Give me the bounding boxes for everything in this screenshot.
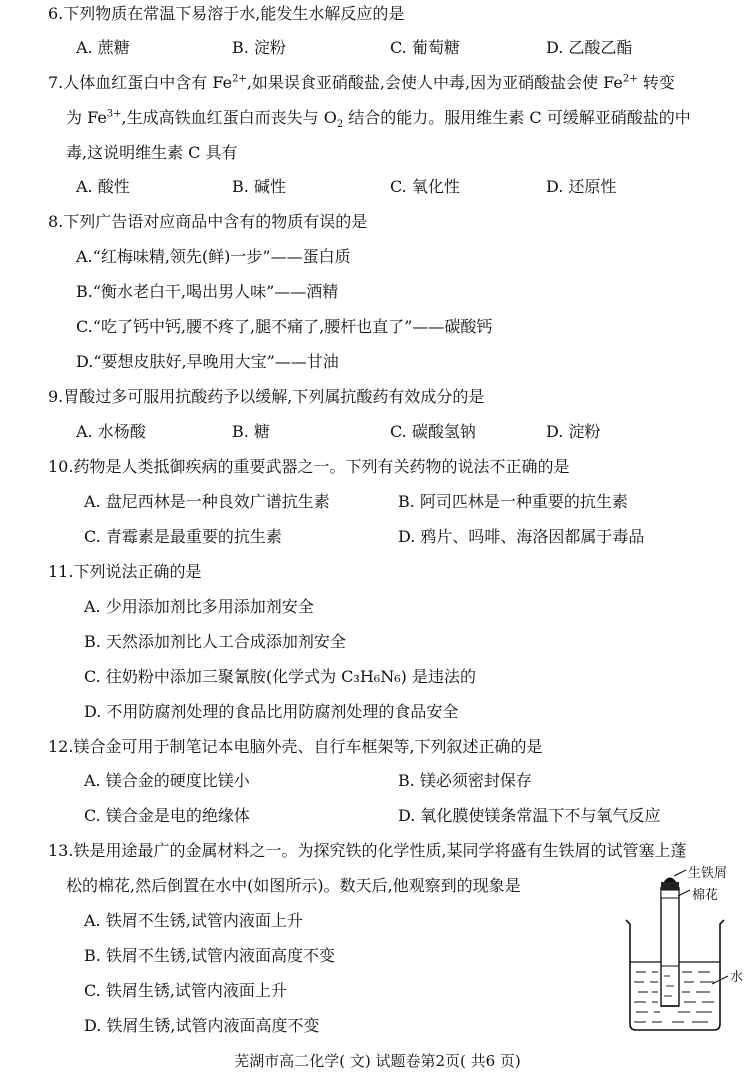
question-stem: 镁合金可用于制笔记本电脑外壳、自行车框架等,下列叙述正确的是: [73, 737, 543, 756]
option-d: D. 还原性: [546, 177, 617, 196]
option-b: B. 碱性: [232, 177, 286, 196]
option-a: A. 镁合金的硬度比镁小: [84, 771, 250, 790]
option-c: C. 碳酸氢钠: [390, 422, 476, 441]
label-cotton: 棉花: [692, 888, 719, 903]
question-stem-part: 结合的能力。服用维生素 C 可缓解亚硝酸盐的中: [343, 108, 691, 127]
question-13: [48, 841, 741, 861]
option-c: C. 葡萄糖: [390, 38, 460, 57]
question-13-line-2: 松的棉花,然后倒置在水中(如图所示)。数天后,他观察到的现象是: [66, 876, 521, 895]
question-7-line-3: 毒,这说明维生素 C 具有: [66, 143, 238, 162]
beaker-diagram: [612, 866, 752, 1034]
option-c: C. 镁合金是电的绝缘体: [84, 806, 250, 825]
question-number: 9.: [48, 387, 64, 406]
leader-cotton: [678, 890, 690, 896]
leader-iron: [674, 870, 686, 876]
question-stem: 下列说法正确的是: [73, 562, 202, 581]
question-stem-part: 转变: [637, 73, 675, 92]
question-10: [48, 457, 741, 477]
option-c: C. 青霉素是最重要的抗生素: [84, 527, 282, 546]
question-number: 7.: [48, 73, 64, 92]
question-12: [48, 737, 741, 757]
superscript: 3+: [106, 108, 122, 120]
question-stem-part: 为 Fe: [66, 108, 107, 127]
question-number: 12.: [48, 737, 74, 756]
question-stem: 铁是用途最广的金属材料之一。为探究铁的化学性质,某同学将盛有生铁屑的试管塞上蓬: [73, 841, 687, 860]
question-stem: 胃酸过多可服用抗酸药予以缓解,下列属抗酸药有效成分的是: [63, 387, 485, 406]
question-stem: 下列物质在常温下易溶于水,能发生水解反应的是: [63, 4, 405, 23]
option-c: C. 铁屑生锈,试管内液面上升: [84, 981, 287, 1000]
question-number: 13.: [48, 841, 74, 860]
question-stem: 药物是人类抵御疾病的重要武器之一。下列有关药物的说法不正确的是: [73, 457, 570, 476]
superscript: 2+: [622, 73, 638, 85]
iron-filings-mass: [661, 882, 679, 890]
question-stem-part: ,生成高铁血红蛋白而丧失与 O: [121, 108, 337, 127]
option-b: B. 铁屑不生锈,试管内液面高度不变: [84, 946, 336, 965]
question-8: [48, 212, 741, 232]
option-a: A.“红梅味精,领先(鲜)一步”——蛋白质: [76, 247, 351, 266]
question-11: [48, 562, 741, 582]
option-a: A. 水杨酸: [76, 422, 146, 441]
option-b: B.“衡水老白干,喝出男人味”——酒精: [76, 282, 339, 301]
question-number: 10.: [48, 457, 74, 476]
option-d: D. 不用防腐剂处理的食品比用防腐剂处理的食品安全: [84, 702, 459, 721]
question-stem-part: ,如果误食亚硝酸盐,会使人中毒,因为亚硝酸盐会使 Fe: [246, 73, 623, 92]
option-d: D. 淀粉: [546, 422, 601, 441]
subscript: 2: [336, 119, 344, 131]
option-b: B. 淀粉: [232, 38, 286, 57]
option-b: B. 糖: [232, 422, 270, 441]
option-a: A. 酸性: [76, 177, 130, 196]
option-a: A. 蔗糖: [76, 38, 130, 57]
option-b: B. 镁必须密封保存: [398, 771, 532, 790]
question-stem: 下列广告语对应商品中含有的物质有误的是: [63, 212, 368, 231]
option-b: B. 阿司匹林是一种重要的抗生素: [398, 492, 628, 511]
superscript: 2+: [232, 73, 247, 85]
question-number: 11.: [48, 562, 74, 581]
option-d: D.“要想皮肤好,早晚用大宝”——甘油: [76, 352, 339, 371]
option-b: B. 天然添加剂比人工合成添加剂安全: [84, 632, 346, 651]
option-c: C.“吃了钙中钙,腰不疼了,腿不痛了,腰杆也直了”——碳酸钙: [76, 317, 493, 336]
question-number: 8.: [48, 212, 64, 231]
test-tube-figure: [612, 866, 752, 1034]
test-tube: [661, 888, 679, 1006]
question-7-line-2: [66, 108, 691, 131]
cotton: [661, 890, 679, 898]
label-water: 水: [730, 970, 744, 985]
option-c: C. 氧化性: [390, 177, 460, 196]
option-d: D. 铁屑生锈,试管内液面高度不变: [84, 1016, 320, 1035]
option-c: C. 往奶粉中添加三聚氰胺(化学式为 C₃H₆N₆) 是违法的: [84, 667, 476, 686]
option-a: A. 铁屑不生锈,试管内液面上升: [84, 911, 303, 930]
option-d: D. 乙酸乙酯: [546, 38, 633, 57]
question-9: [48, 387, 741, 407]
question-7: [48, 73, 741, 93]
label-iron-filings: 生铁屑: [688, 866, 728, 881]
option-a: A. 盘尼西林是一种良效广谱抗生素: [84, 492, 330, 511]
option-a: A. 少用添加剂比多用添加剂安全: [84, 597, 314, 616]
question-6: [48, 4, 741, 24]
option-d: D. 氧化膜使镁条常温下不与氧气反应: [398, 806, 661, 825]
question-number: 6.: [48, 4, 64, 23]
page-footer: 芜湖市高二化学( 文) 试题卷第2页( 共6 页): [234, 1052, 521, 1070]
option-d: D. 鸦片、吗啡、海洛因都属于毒品: [398, 527, 645, 546]
question-stem-part: 人体血红蛋白中含有 Fe: [63, 73, 233, 92]
